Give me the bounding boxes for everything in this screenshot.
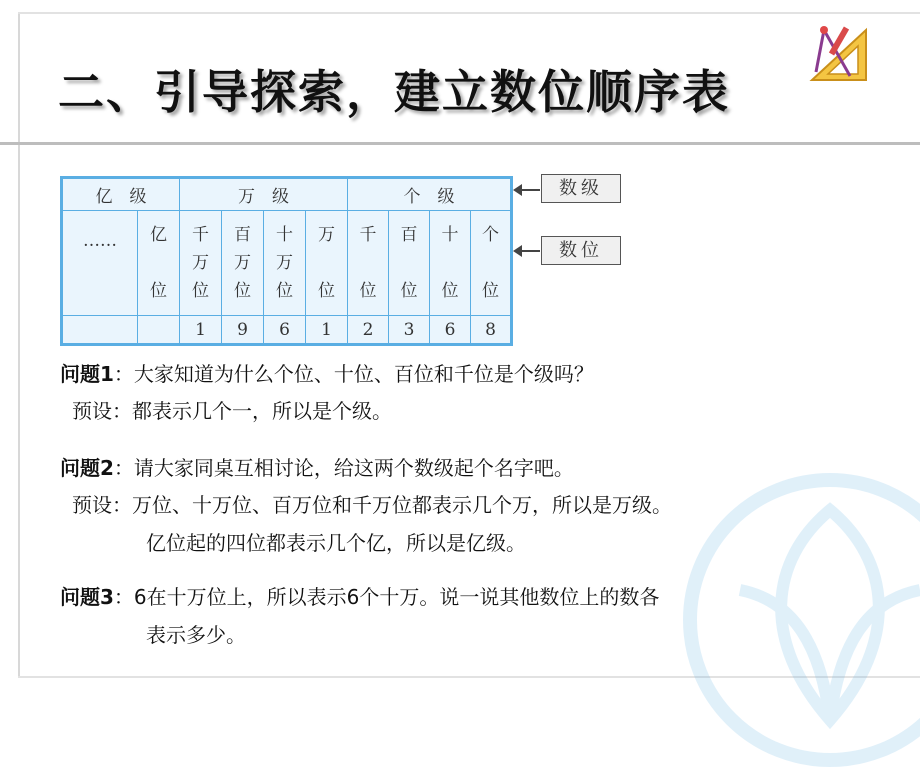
answer-2 bbox=[72, 489, 672, 518]
place-char: 百 bbox=[234, 225, 251, 245]
place-char: 十 bbox=[276, 225, 293, 245]
place-char: 位 bbox=[482, 281, 499, 301]
answer-1-text: ：都表示几个一，所以是个级。 bbox=[112, 399, 392, 423]
digit-cell bbox=[138, 316, 180, 345]
page-title: 二、引导探索，建立数位顺序表 bbox=[58, 65, 730, 119]
question-3 bbox=[60, 581, 659, 610]
place-char: 千 bbox=[359, 225, 377, 245]
digit-cell: 6 bbox=[264, 316, 306, 345]
place-cell bbox=[471, 211, 512, 316]
answer-2-label: 预设 bbox=[72, 493, 112, 517]
watermark-leaf-icon bbox=[680, 470, 920, 770]
place-arrow bbox=[520, 250, 540, 252]
answer-1-label: 预设 bbox=[72, 399, 112, 423]
class-yi: 亿 级 bbox=[62, 178, 180, 211]
place-cell bbox=[222, 211, 264, 316]
place-char: 万 bbox=[234, 253, 251, 273]
place-row bbox=[62, 211, 512, 316]
place-value-table bbox=[60, 176, 513, 346]
place-char: 位 bbox=[276, 281, 293, 301]
place-char: 亿 bbox=[150, 225, 167, 245]
title-divider bbox=[0, 142, 920, 145]
frame-top-rule bbox=[18, 12, 920, 14]
class-row bbox=[62, 178, 512, 211]
place-char: 万 bbox=[276, 253, 293, 273]
digit-cell: 8 bbox=[471, 316, 512, 345]
answer-2-line2: 亿位起的四位都表示几个亿，所以是亿级。 bbox=[146, 531, 526, 555]
place-char: 个 bbox=[482, 225, 499, 245]
place-label-box: 数位 bbox=[541, 236, 621, 265]
place-char: 位 bbox=[318, 281, 335, 301]
place-char: 十 bbox=[441, 225, 459, 245]
question-3-text: ：6在十万位上，所以表示6个十万。说一说其他数位上的数各 bbox=[113, 585, 660, 609]
place-cell bbox=[389, 211, 430, 316]
question-2-text: ：请大家同桌互相讨论，给这两个数级起个名字吧。 bbox=[113, 456, 574, 480]
place-cell bbox=[180, 211, 222, 316]
digit-row bbox=[62, 316, 512, 345]
place-char: 位 bbox=[234, 281, 251, 301]
class-wan: 万 级 bbox=[180, 178, 348, 211]
question-1-label: 问题1 bbox=[60, 362, 114, 386]
ruler-compass-icon bbox=[806, 22, 872, 86]
place-cell bbox=[348, 211, 389, 316]
class-ge: 个 级 bbox=[348, 178, 512, 211]
digit-cell: 1 bbox=[306, 316, 348, 345]
place-cell bbox=[264, 211, 306, 316]
place-char: 万 bbox=[192, 253, 209, 273]
place-char: 位 bbox=[359, 281, 377, 301]
digit-cell: 2 bbox=[348, 316, 389, 345]
place-char: 位 bbox=[150, 281, 167, 301]
question-1 bbox=[60, 358, 594, 387]
place-cell bbox=[430, 211, 471, 316]
digit-cell: 9 bbox=[222, 316, 264, 345]
question-1-text: ：大家知道为什么个位、十位、百位和千位是个级吗？ bbox=[113, 362, 594, 386]
place-cell bbox=[138, 211, 180, 316]
place-char: 千 bbox=[192, 225, 209, 245]
place-char: 位 bbox=[400, 281, 418, 301]
digit-cell: 3 bbox=[389, 316, 430, 345]
frame-left-rule bbox=[18, 12, 20, 678]
place-char: 百 bbox=[400, 225, 418, 245]
class-arrow bbox=[520, 189, 540, 191]
question-2-label: 问题2 bbox=[60, 456, 114, 480]
ellipsis-cell: …… bbox=[62, 211, 138, 316]
question-3-line2: 表示多少。 bbox=[146, 623, 246, 647]
place-char: 位 bbox=[441, 281, 459, 301]
digit-cell bbox=[62, 316, 138, 345]
place-char: 位 bbox=[192, 281, 209, 301]
place-cell bbox=[306, 211, 348, 316]
question-3-label: 问题3 bbox=[60, 585, 114, 609]
answer-2-text: ：万位、十万位、百万位和千万位都表示几个万，所以是万级。 bbox=[112, 493, 672, 517]
digit-cell: 6 bbox=[430, 316, 471, 345]
class-label-box: 数级 bbox=[541, 174, 621, 203]
question-2 bbox=[60, 452, 574, 481]
place-char: 万 bbox=[318, 225, 335, 245]
answer-1 bbox=[72, 395, 392, 424]
digit-cell: 1 bbox=[180, 316, 222, 345]
